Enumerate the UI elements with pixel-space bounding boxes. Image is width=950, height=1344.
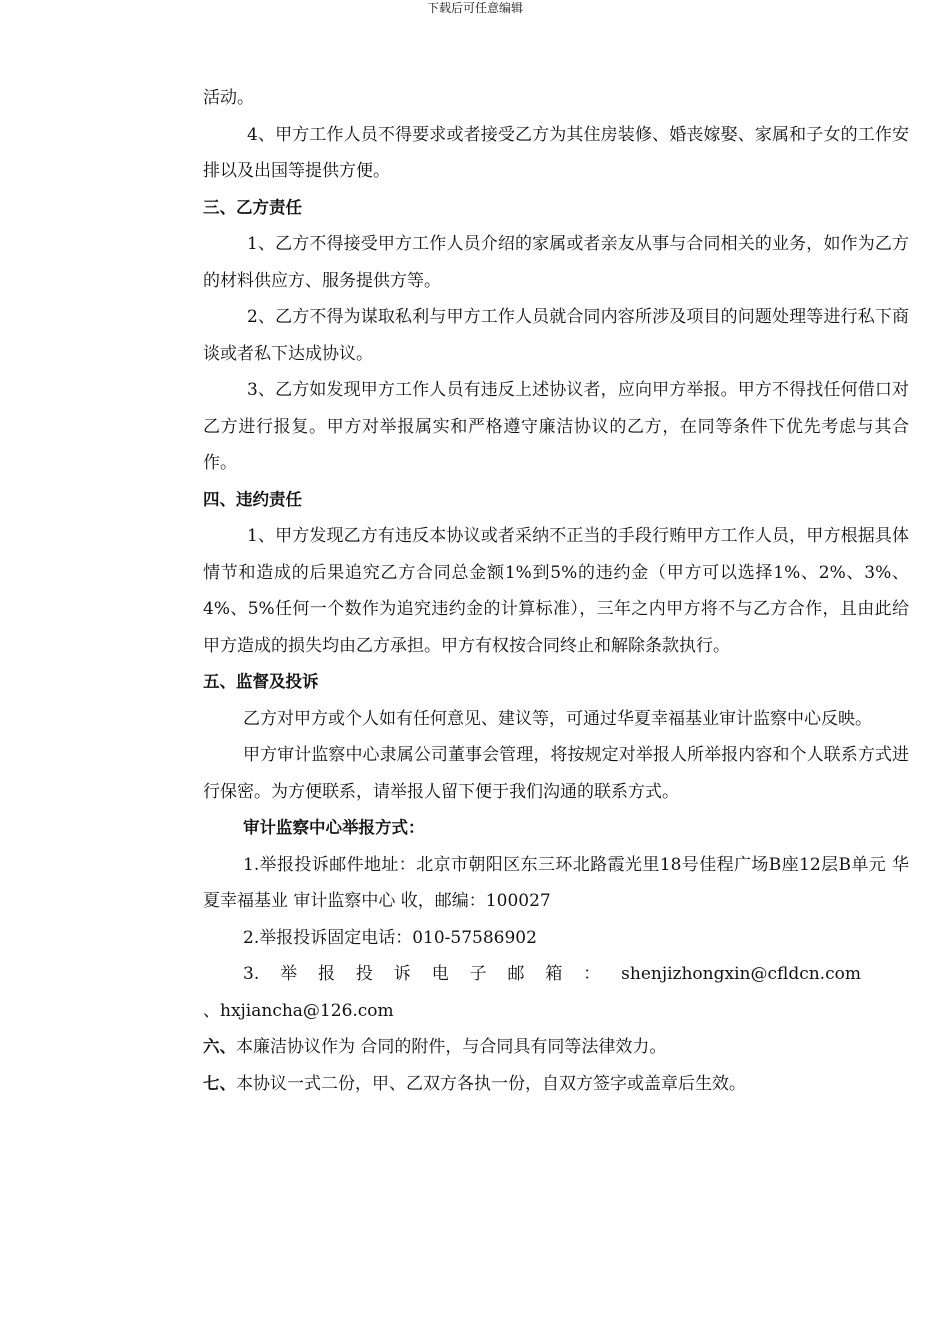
paragraph: 甲方审计监察中心隶属公司董事会管理，将按规定对举报人所举报内容和个人联系方式进行保密。为方便联系，请举报人留下便于我们沟通的联系方式。 bbox=[203, 745, 909, 802]
email-label-part: 箱 bbox=[545, 964, 563, 984]
email-label-part: ： bbox=[583, 964, 601, 984]
clause-7 bbox=[203, 1066, 909, 1103]
email-label-part: 3. bbox=[243, 964, 260, 984]
document-body bbox=[203, 80, 909, 1102]
clause-6-label: 六、 bbox=[203, 1037, 236, 1056]
paragraph: 3、乙方如发现甲方工作人员有违反上述协议者，应向甲方举报。甲方不得找任何借口对乙方进行报复。甲方对举报属实和严格遵守廉洁协议的乙方，在同等条件下优先考虑与其合作。 bbox=[203, 380, 909, 473]
email-label-part: 报 bbox=[318, 964, 336, 984]
section-heading-3: 三、乙方责任 bbox=[203, 197, 302, 217]
contact-title: 审计监察中心举报方式： bbox=[243, 818, 425, 837]
paragraph: 1、甲方发现乙方有违反本协议或者采纳不正当的手段行贿甲方工作人员，甲方根据具体情节和造成的后果追究乙方合同总金额1%到5%的违约金（甲方可以选择1%、2%、3%、4%、5%任何一个数作为追究违约金的计算标准），三年之内甲方将不与乙方合作，且由此给甲方造成的损失均由乙方承担。甲方有权按合同终止和解除条款执行。 bbox=[203, 526, 909, 656]
section-heading-5: 五、监督及投诉 bbox=[203, 672, 319, 691]
email-address: shenjizhongxin@cfldcn.com bbox=[621, 964, 861, 984]
clause-6-text: 本廉洁协议作为 合同的附件，与合同具有同等法律效力。 bbox=[236, 1037, 667, 1057]
clause-6 bbox=[203, 1029, 909, 1066]
contact-phone: 2.举报投诉固定电话：010-57586902 bbox=[243, 927, 537, 948]
paragraph: 2、乙方不得为谋取私利与甲方工作人员就合同内容所涉及项目的问题处理等进行私下商谈或者私下达成协议。 bbox=[203, 307, 909, 364]
email-label-part: 投 bbox=[355, 964, 373, 984]
paragraph: 1、乙方不得接受甲方工作人员介绍的家属或者亲友从事与合同相关的业务，如作为乙方的材料供应方、服务提供方等。 bbox=[203, 234, 909, 291]
email-label-part: 举 bbox=[280, 964, 298, 984]
email-label-part: 电 bbox=[431, 964, 449, 984]
email-label-part: 诉 bbox=[393, 964, 411, 984]
clause-7-label: 七、 bbox=[203, 1073, 236, 1093]
clause-7-text: 本协议一式二份，甲、乙双方各执一份，自双方签字或盖章后生效。 bbox=[236, 1073, 746, 1094]
email-label-part: 邮 bbox=[507, 964, 525, 984]
contact-address: 1.举报投诉邮件地址：北京市朝阳区东三环北路霞光里18号佳程广场B座12层B单元 华夏幸福基业 审计监察中心 收，邮编：100027 bbox=[203, 854, 909, 911]
paragraph: 活动。 bbox=[203, 88, 254, 108]
page-header: 下载后可任意编辑 bbox=[426, 1, 523, 15]
email-address-secondary: 、hxjiancha@126.com bbox=[203, 1000, 394, 1021]
email-label-part: 子 bbox=[469, 964, 487, 984]
section-heading-4: 四、违约责任 bbox=[203, 489, 302, 509]
paragraph: 乙方对甲方或个人如有任何意见、建议等，可通过华夏幸福基业审计监察中心反映。 bbox=[243, 708, 872, 729]
contact-email-line bbox=[203, 956, 909, 993]
paragraph: 4、甲方工作人员不得要求或者接受乙方为其住房装修、婚丧嫁娶、家属和子女的工作安排以及出国等提供方便。 bbox=[203, 124, 909, 181]
